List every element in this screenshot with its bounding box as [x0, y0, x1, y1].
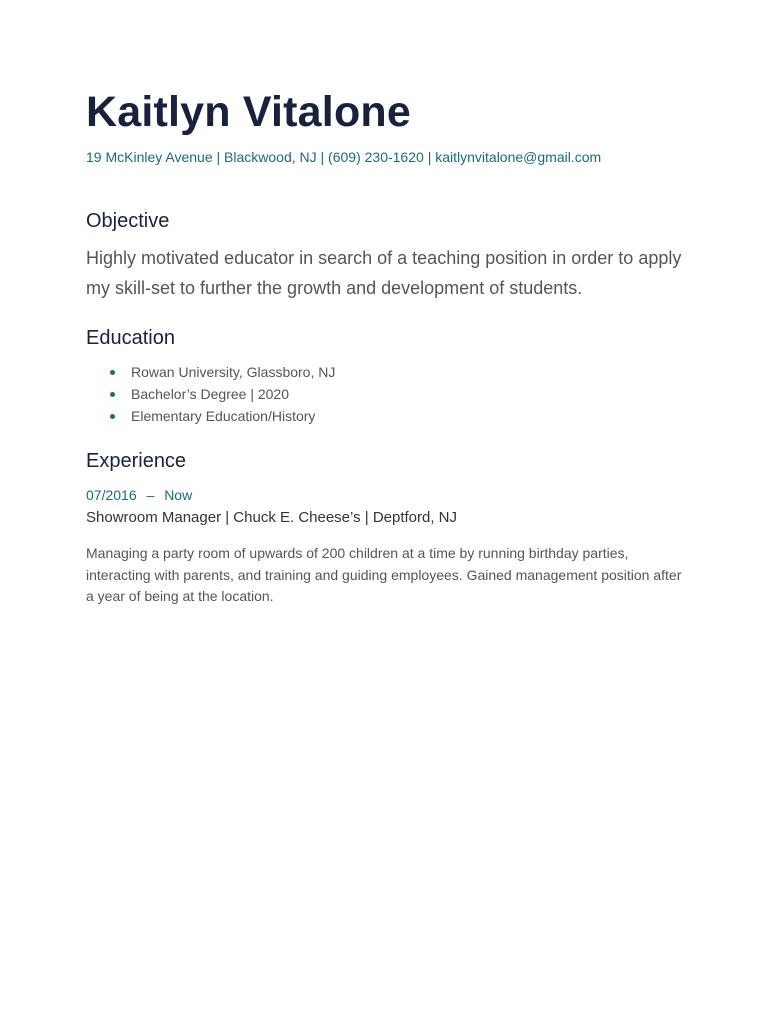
- education-list: [86, 361, 335, 427]
- objective-text: Highly motivated educator in search of a teaching position in order to apply my skill-set to further the growth and development of students.: [86, 248, 682, 298]
- date-range-dash: –: [146, 487, 155, 503]
- bullet-icon: [110, 392, 115, 397]
- contact-city: Blackwood, NJ: [224, 149, 317, 165]
- contact-separator: |: [216, 149, 221, 165]
- job-start-date: 07/2016: [86, 487, 137, 503]
- contact-phone: (609) 230-1620: [328, 149, 424, 165]
- bullet-icon: [110, 370, 115, 375]
- experience-heading: Experience: [86, 450, 187, 472]
- education-item: [86, 405, 335, 427]
- education-item-text: Elementary Education/History: [131, 408, 316, 424]
- contact-email[interactable]: kaitlynvitalone@gmail.com: [435, 149, 602, 165]
- bullet-icon: [110, 414, 115, 419]
- job-title: Showroom Manager | Chuck E. Cheese’s | Deptford, NJ: [86, 509, 458, 526]
- objective-heading: Objective: [86, 210, 170, 232]
- contact-line: [86, 149, 601, 165]
- education-item: [86, 361, 335, 383]
- job-description: Managing a party room of upwards of 200 children at a time by running birthday parties, interacting with parents, and training and guiding employees. Gained management position after a year of being at the location.: [86, 545, 682, 604]
- education-item: [86, 383, 335, 405]
- job-dates: [86, 487, 192, 503]
- resume-name: Kaitlyn Vitalone: [86, 88, 411, 136]
- job-end-date: Now: [164, 487, 193, 503]
- contact-address: 19 McKinley Avenue: [86, 149, 213, 165]
- contact-separator: |: [427, 149, 432, 165]
- contact-separator: |: [320, 149, 325, 165]
- education-heading: Education: [86, 327, 175, 349]
- education-item-text: Bachelor’s Degree | 2020: [131, 386, 289, 402]
- education-item-text: Rowan University, Glassboro, NJ: [131, 364, 336, 380]
